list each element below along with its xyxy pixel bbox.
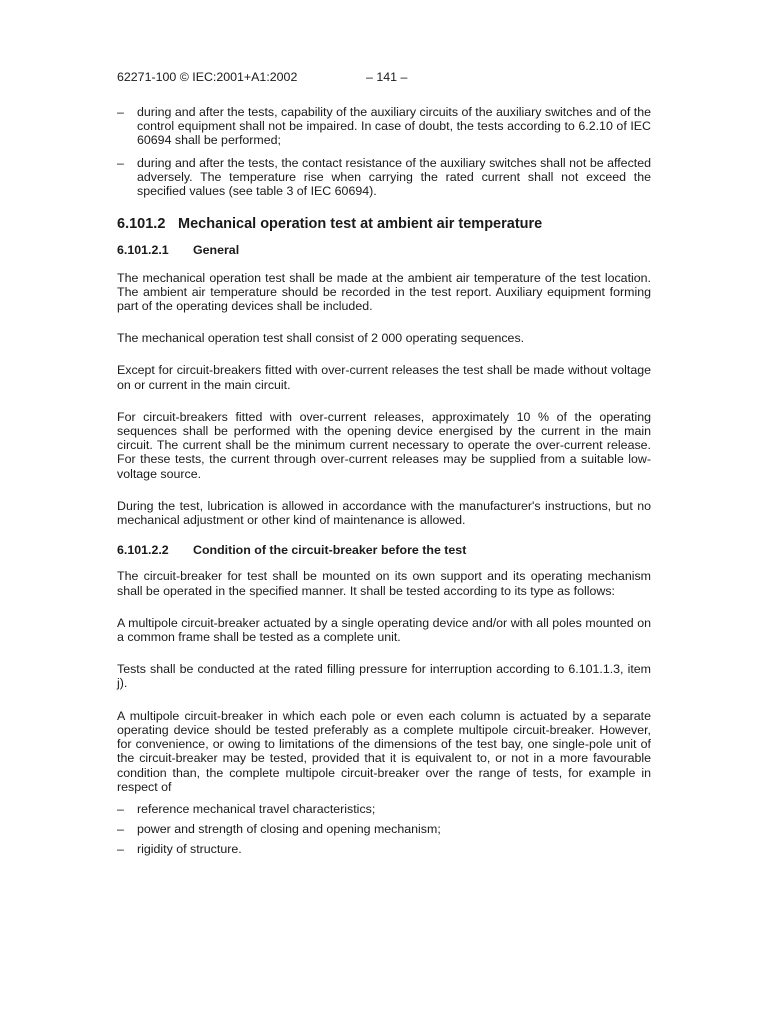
page-content xyxy=(117,105,651,863)
list-item-text: rigidity of structure. xyxy=(137,842,242,857)
section-heading xyxy=(117,217,651,231)
list-item xyxy=(117,105,651,148)
list-item-text: during and after the tests, capability of the auxiliary circuits of the auxiliary switches and of the control equipment shall not be impaired. In case of doubt, the tests according to 6.2.10 of IEC 60694 shall be performed; xyxy=(137,105,651,148)
bottom-bullet-list xyxy=(117,802,651,857)
subsection-heading-general xyxy=(117,243,651,257)
paragraph: The mechanical operation test shall consist of 2 000 operating sequences. xyxy=(117,331,525,346)
list-item xyxy=(117,156,651,199)
document-reference: 62271-100 © IEC:2001+A1:2002 xyxy=(117,70,298,84)
section-number: 6.101.2 xyxy=(117,216,166,233)
list-item xyxy=(117,842,651,856)
paragraph: A multipole circuit-breaker in which each pole or even each column is actuated by a separate operating device should be tested preferably as a complete multipole circuit-breaker. However, for convenience, or owing to limitations of the dimensions of the test bay, one single-pole unit of the circuit-breaker may be tested, provided that it is equivalent to, or not in a more favourable condition than, the complete multipole circuit-breaker over the range of tests, for example in respect of xyxy=(117,708,651,794)
subsection-number: 6.101.2.2 xyxy=(117,543,169,558)
dash-marker: – xyxy=(117,822,124,837)
list-item-text: reference mechanical travel characteristics; xyxy=(137,801,376,816)
list-item xyxy=(117,802,651,816)
paragraph: During the test, lubrication is allowed in accordance with the manufacturer's instructions, but no mechanical adjustment or other kind of maintenance is allowed. xyxy=(117,498,651,528)
list-item xyxy=(117,822,651,836)
list-item-text: power and strength of closing and opening mechanism; xyxy=(137,822,441,837)
paragraph: Except for circuit-breakers fitted with over-current releases the test shall be made without voltage on or current in the main circuit. xyxy=(117,363,651,392)
paragraph: For circuit-breakers fitted with over-current releases, approximately 10 % of the operating sequences shall be performed with the opening device energised by the current in the main circuit. The current shall be the minimum current necessary to operate the over-current release. For these tests, the current through over-current releases may be supplied from a suitable low-voltage source. xyxy=(117,409,651,481)
paragraph: The mechanical operation test shall be made at the ambient air temperature of the test location. The ambient air temperature should be recorded in the test report. Auxiliary equipment forming part of the operating devices shall be included. xyxy=(117,270,651,314)
dash-marker: – xyxy=(117,801,124,816)
paragraph: Tests shall be conducted at the rated filling pressure for interruption according to 6.101.1.3, item j). xyxy=(117,662,651,691)
paragraph: The circuit-breaker for test shall be mounted on its own support and its operating mechanism shall be operated in the specified manner. It shall be tested according to its type as follows: xyxy=(117,569,651,598)
subsection-title: General xyxy=(193,243,240,258)
subsection-title: Condition of the circuit-breaker before the test xyxy=(193,543,467,558)
subsection-number: 6.101.2.1 xyxy=(117,243,169,258)
dash-marker: – xyxy=(117,155,124,170)
paragraph: A multipole circuit-breaker actuated by a single operating device and/or with all poles mounted on a common frame shall be tested as a complete unit. xyxy=(117,615,651,645)
page-header xyxy=(117,70,657,86)
dash-marker: – xyxy=(117,842,124,857)
section-title: Mechanical operation test at ambient air temperature xyxy=(178,216,543,233)
list-item-text: during and after the tests, the contact resistance of the auxiliary switches shall not be affected adversely. The temperature rise when carrying the rated current shall not exceed the specified values (see table 3 of IEC 60694). xyxy=(137,155,651,199)
top-bullet-list xyxy=(117,105,651,198)
page-number: – 141 – xyxy=(366,70,408,84)
dash-marker: – xyxy=(117,105,124,119)
subsection-heading-condition xyxy=(117,543,651,557)
